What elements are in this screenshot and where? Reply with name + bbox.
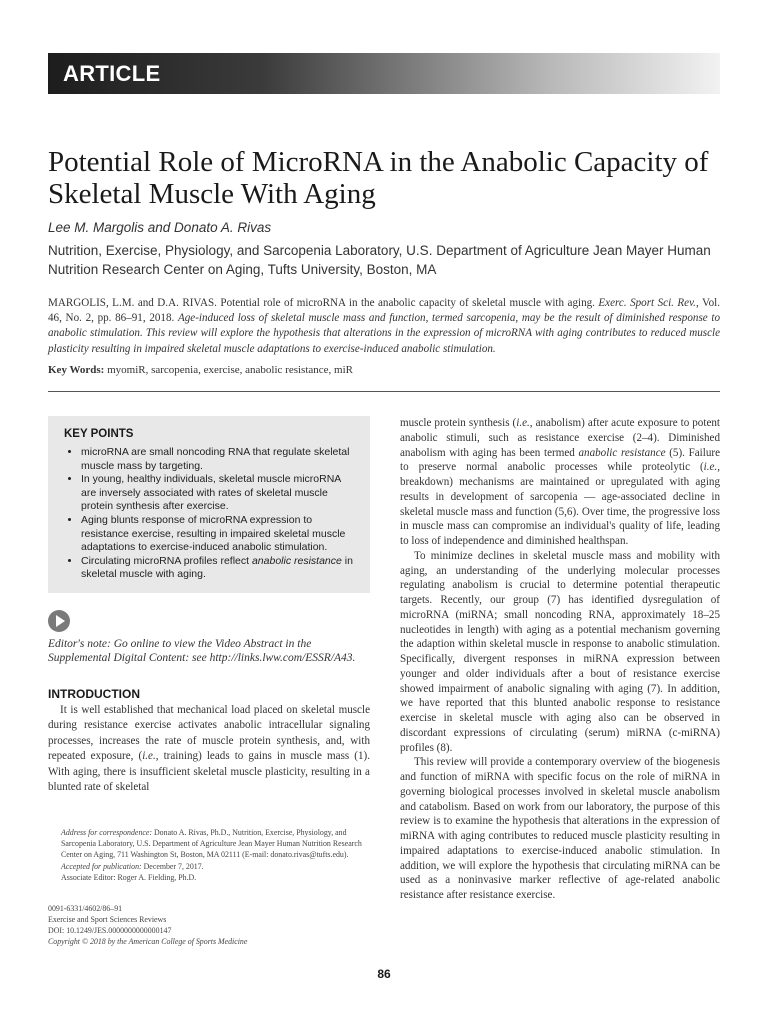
accepted-value: December 7, 2017. (141, 861, 204, 871)
correspondence-address (48, 827, 370, 861)
key-points-heading: KEY POINTS (64, 428, 134, 440)
article-banner (48, 53, 720, 94)
rc-text: , breakdown) mechanisms are maintained or upregulated with aging results in development of sarcopenia — age-associated decline in skeletal muscle mass and function (5,6). Over time, the progressive loss in muscle mass can compromise an individual's quality of life, leading to loss of independence and diminished healthspan. (400, 461, 720, 547)
associate-editor: Associate Editor: Roger A. Fielding, Ph.D. (61, 872, 197, 882)
right-paragraph-3: This review will provide a contemporary overview of the biogenesis and function of miRNA with specific focus on the role of miRNA in governing biological processes involved in skeletal muscle anabolism and catabolism. Based on work from our laboratory, the purpose of this review is to examine the hypothesis that alterations in the expression of miRNA with aging contributes to reduced muscle plasticity resulting in impaired adaptations to exercise-induced anabolic stimulation. In addition, we will explore the hypothesis that circulating miRNA can be used as a noninvasive marker reflective of age-related anabolic resistance after resistance exercise. (400, 756, 720, 901)
rc-text: (5). Failure to preserve normal anabolic processes while proteolytic ( (400, 446, 721, 474)
intro-text-b: , training) leads to gains in muscle mass (1). With aging, there is insufficient skeletal muscle plasticity, resulting in a blunted rate of skeletal (48, 750, 370, 794)
correspondence (48, 827, 370, 883)
affiliation: Nutrition, Exercise, Physiology, and Sarcopenia Laboratory, U.S. Department of Agriculture Jean Mayer Human Nutrition Research Center on Aging, Tufts University, Boston, MA (48, 243, 711, 277)
journal-abbrev: Exerc. Sport Sci. Rev. (598, 297, 696, 309)
key-point-tail: in skeletal muscle with aging. (81, 554, 353, 581)
rc-text: , anabolism) after acute exposure to potent anabolic stimuli, such as resistance exercise (2–4). Diminished anabolism with aging has been termed (400, 417, 720, 459)
editor-note: Editor's note: Go online to view the Video Abstract in the Supplemental Digital Content: see http://links.lww.com/ESSR/A43. (48, 638, 356, 664)
right-column (400, 416, 720, 903)
keywords (48, 364, 720, 376)
correspondence-label: Address for correspondence: (61, 828, 153, 837)
keywords-label: Key Words: (48, 364, 105, 376)
issn: 0091-6331/4602/86–91 (48, 904, 123, 913)
key-point (81, 555, 354, 582)
article-label: ARTICLE (63, 61, 161, 86)
citation-prefix: MARGOLIS, L.M. and D.A. RIVAS. Potential role of microRNA in the anabolic capacity of skeletal muscle with aging. (48, 297, 599, 309)
introduction-text (48, 703, 370, 795)
right-paragraph-1 (400, 416, 720, 549)
journal-name: Exercise and Sport Sciences Reviews (48, 915, 167, 925)
key-point: • microRNA are small noncoding RNA that regulate skeletal muscle mass by targeting. (81, 446, 354, 473)
citation-suffix: , Vol. 46, No. 2, pp. 86–91, 2018. (48, 297, 720, 325)
key-point-emphasis: anabolic resistance (251, 554, 342, 567)
authors: Lee M. Margolis and Donato A. Rivas (48, 220, 272, 235)
key-point: • In young, healthy individuals, skeletal muscle microRNA are inversely associated with rates of skeletal muscle protein synthesis after exercise. (81, 473, 354, 514)
play-icon[interactable] (48, 610, 70, 632)
correspondence-text: Donato A. Rivas, Ph.D., Nutrition, Exercise, Physiology, and Sarcopenia Laboratory, U.S. Department of Agriculture Jean Mayer Human Nutrition Research Center on Aging, 711 Washington St, Boston, MA 02111 (E-mail: donato.rivas@tufts.edu). (61, 828, 362, 860)
key-points-list (64, 446, 354, 582)
doi: DOI: 10.1249/JES.0000000000000147 (48, 926, 172, 936)
page-number: 86 (377, 967, 391, 981)
introduction-heading: INTRODUCTION (48, 687, 140, 701)
copyright: Copyright © 2018 by the American College of Sports Medicine (48, 937, 248, 947)
abstract-body: Age-induced loss of skeletal muscle mass and function, termed sarcopenia, may be the result of diminished response to anabolic stimulation. This review will explore the hypothesis that alterations in the expression of microRNA with aging contributes to reduced muscle plasticity resulting in impaired skeletal muscle adaptations to exercise-induced anabolic stimulation. (48, 312, 721, 355)
abstract (48, 296, 720, 357)
intro-text-a: It is well established that mechanical load placed on skeletal muscle during resistance exercise activates anabolic intracellular signaling processes, increases the rate of muscle protein synthesis, and, with repeated exposure, ( (48, 704, 370, 763)
accepted-date (48, 861, 370, 872)
keywords-text: myomiR, sarcopenia, exercise, anabolic resistance, miR (104, 364, 353, 376)
journal-info (48, 903, 370, 947)
key-point: • Aging blunts response of microRNA expression to resistance exercise, resulting in impaired skeletal muscle adaptations to exercise-induced anabolic stimulation. (81, 514, 354, 555)
rc-em: anabolic resistance (578, 446, 666, 459)
rc-em: i.e. (703, 461, 718, 474)
right-paragraph-2: To minimize declines in skeletal muscle mass and mobility with aging, an understanding of the underlying molecular processes regulating anabolism is crucial to determine potential therapeutic targets. Recently, our group (7) has identified dysregulation of microRNA (miRNA; small noncoding RNA, approximately 18–25 nucleotides in length) with aging as a potential mechanism governing the adaption within skeletal muscle in response to anabolic stimulation. Specifically, divergent responses in miRNA expression between younger and older individuals after a bout of resistance exercise showed impairment of anabolic signaling with aging (7). In addition, we have reported that this blunted anabolic response to resistance exercise in skeletal muscle with aging also can be observed in discordant expressions of circulating (serum) miRNA (c-miRNA) profiles (8). (400, 549, 720, 754)
divider (48, 391, 720, 392)
key-point-text: Circulating microRNA profiles reflect (81, 554, 252, 567)
key-points-box (48, 416, 370, 593)
accepted-label: Accepted for publication: (61, 861, 142, 871)
rc-text: muscle protein synthesis ( (400, 417, 517, 429)
intro-em: i.e. (142, 750, 156, 763)
intro-paragraph (48, 703, 370, 795)
rc-em: i.e. (516, 417, 530, 429)
article-title: Potential Role of MicroRNA in the Anabolic Capacity of Skeletal Muscle With Aging (48, 146, 709, 210)
